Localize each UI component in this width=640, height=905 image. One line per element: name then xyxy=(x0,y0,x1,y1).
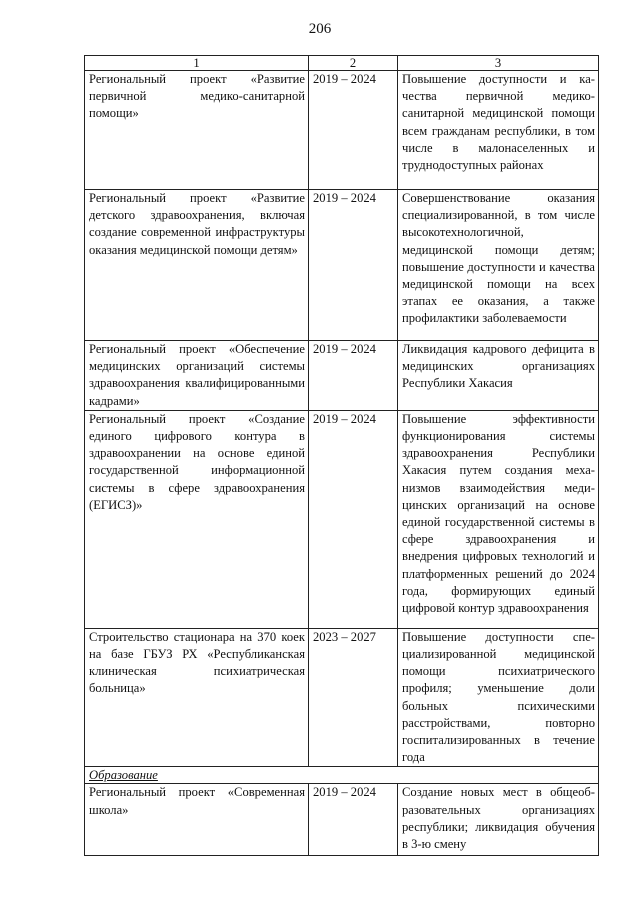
section-row xyxy=(85,767,599,784)
column-header: 1 xyxy=(85,56,309,71)
period-cell: 2019 – 2024 xyxy=(309,410,398,628)
project-cell: Региональный проект «Развитие первичной медико-санитарной помощи» xyxy=(85,71,309,190)
result-cell: Повышение доступности и качества первичной медико-санитарной медицинской помощи всем гражданам республики, в том числе в малонаселенных и труднодоступных районах xyxy=(398,71,599,190)
table-row xyxy=(85,410,599,628)
section-heading xyxy=(85,767,599,784)
result-cell: Повышение эффективности функционирования системы здравоохранения Республики Хакасия путем создания механизмов взаимодействия медицинских организаций на основе единой государственной системы в сфере здравоохранения и внедрения цифровых технологий и платформенных решений до 2024 года, формирующих единый цифровой контур здравоохранения xyxy=(398,410,599,628)
page-number: 206 xyxy=(308,21,332,37)
period-cell: 2019 – 2024 xyxy=(309,784,398,856)
section-heading-text: Образование xyxy=(89,768,158,783)
column-header: 3 xyxy=(398,56,599,71)
period-cell: 2019 – 2024 xyxy=(309,71,398,190)
period-cell: 2019 – 2024 xyxy=(309,341,398,411)
project-cell: Региональный проект «Развитие детского здравоохранения, включая создание современной инфраструктуры оказания медицинской помощи детям» xyxy=(85,190,309,341)
project-cell: Региональный проект «Обеспечение медицинских организаций системы здравоохранения квалифицированными кадрами» xyxy=(85,341,309,411)
table-row xyxy=(85,190,599,341)
table-header-row xyxy=(85,56,599,71)
period-cell: 2023 – 2027 xyxy=(309,628,398,767)
result-cell: Ликвидация кадрового дефицита в медицинских организациях Республики Хакасия xyxy=(398,341,599,411)
table-row xyxy=(85,341,599,411)
column-header: 2 xyxy=(309,56,398,71)
result-cell: Повышение доступности специализированной медицинской помощи психиатрического профиля; уменьшение доли больных психическими расстройствами, повторно госпитализированных в течение года xyxy=(398,628,599,767)
table-row xyxy=(85,784,599,856)
result-cell: Создание новых мест в общеобразовательных организациях республики; ликвидация обучения в 3-ю смену xyxy=(398,784,599,856)
programs-table xyxy=(84,55,599,856)
table-row xyxy=(85,628,599,767)
period-cell: 2019 – 2024 xyxy=(309,190,398,341)
project-cell: Региональный проект «Создание единого цифрового контура в здравоохранении на основе единой государственной информационной системы в сфере здравоохранения (ЕГИСЗ)» xyxy=(85,410,309,628)
table-row xyxy=(85,71,599,190)
project-cell: Строительство стационара на 370 коек на базе ГБУЗ РХ «Республиканская клиническая психиатрическая больница» xyxy=(85,628,309,767)
result-cell: Совершенствование оказания специализированной, в том числе высокотехнологичной, медицинской помощи детям; повышение доступности и качества медицинской помощи на всех этапах ее оказания, а также профилактики заболеваемости xyxy=(398,190,599,341)
project-cell: Региональный проект «Современная школа» xyxy=(85,784,309,856)
